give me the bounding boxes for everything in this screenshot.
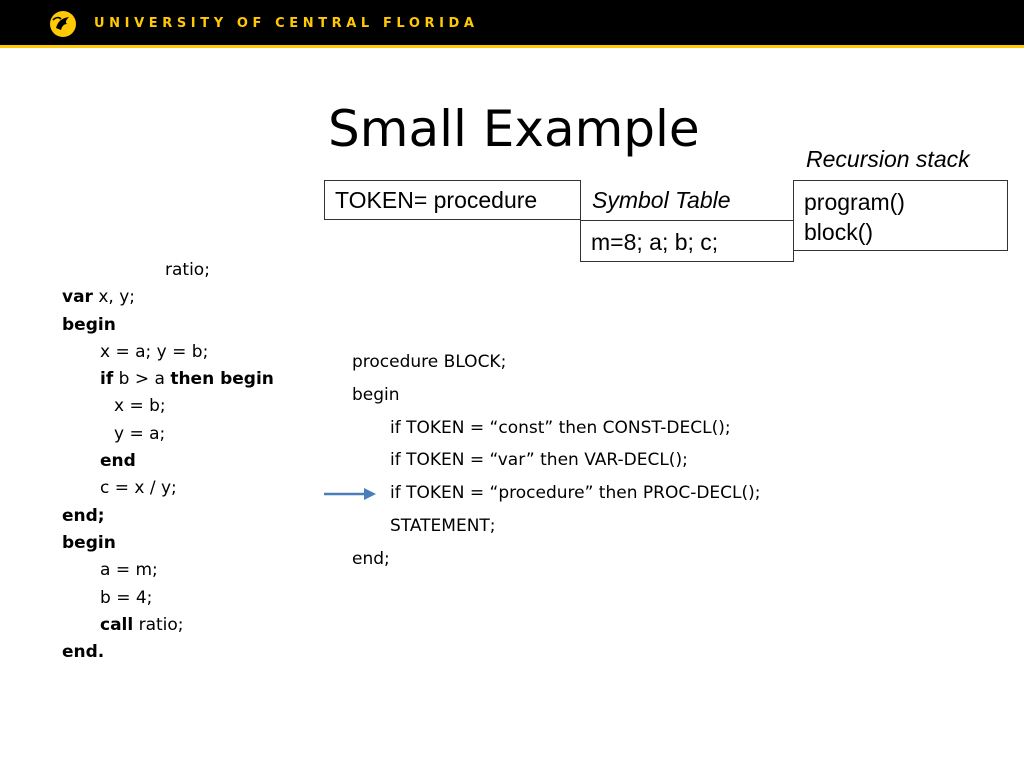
code-line: var x, y;	[62, 287, 135, 308]
code-line: begin	[62, 314, 116, 335]
code-line: begin	[62, 532, 116, 553]
code-line: end;	[352, 548, 390, 569]
stack-entry: block()	[804, 219, 874, 245]
recursion-stack-label: Recursion stack	[806, 146, 970, 172]
code-line: x = b;	[114, 396, 166, 417]
code-line: STATEMENT;	[390, 515, 496, 536]
header-gold-rule	[0, 45, 1024, 48]
code-line: end.	[62, 642, 105, 663]
header-bar	[0, 0, 1024, 48]
code-line: if TOKEN = “const” then CONST-DECL();	[390, 417, 731, 438]
code-line: end;	[62, 505, 105, 526]
block-procedure-code	[352, 346, 761, 576]
right-arrow-icon	[322, 484, 378, 504]
code-line: a = m;	[100, 560, 158, 581]
code-line: y = a;	[114, 423, 166, 444]
symbol-table-box: m=8; a; b; c;	[580, 220, 794, 262]
code-line: ratio;	[165, 260, 210, 280]
code-line-current: if TOKEN = “procedure” then PROC-DECL();	[390, 483, 761, 504]
pegasus-logo-icon	[47, 8, 79, 40]
token-box: TOKEN= procedure	[324, 180, 581, 220]
code-line: call ratio;	[100, 614, 184, 635]
code-line: b = 4;	[100, 587, 153, 608]
university-name: UNIVERSITY OF CENTRAL FLORIDA	[94, 16, 479, 31]
slide-title: Small Example	[328, 100, 700, 158]
recursion-stack-box	[793, 180, 1008, 251]
code-line: if TOKEN = “var” then VAR-DECL();	[390, 450, 688, 471]
program-code	[62, 257, 274, 666]
code-line: begin	[352, 384, 400, 405]
code-line: if b > a then begin	[100, 369, 274, 390]
code-line: x = a; y = b;	[100, 341, 209, 362]
stack-entry: program()	[804, 189, 905, 215]
symbol-table-label: Symbol Table	[592, 187, 731, 213]
code-line: c = x / y;	[100, 478, 177, 499]
code-line: procedure BLOCK;	[352, 352, 507, 372]
code-line: end	[100, 451, 136, 472]
